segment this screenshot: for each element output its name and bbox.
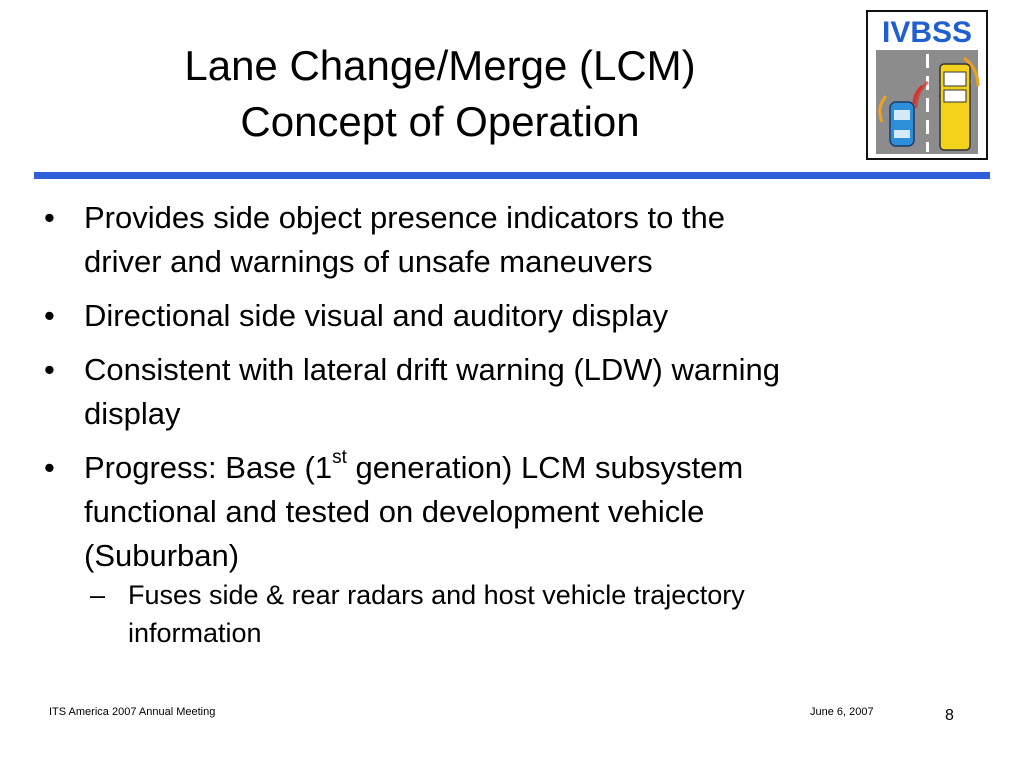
bullet-marker: • bbox=[44, 200, 55, 235]
bullet-marker: • bbox=[44, 450, 55, 485]
bullet-text-line: functional and tested on development vehicle bbox=[84, 494, 705, 529]
bullet-text-line bbox=[84, 446, 1000, 490]
bullet-text-segment: generation) LCM subsystem bbox=[346, 450, 744, 485]
page-number: 8 bbox=[945, 707, 954, 724]
bullet-text-line: driver and warnings of unsafe maneuvers bbox=[84, 244, 653, 279]
ivbss-logo bbox=[866, 10, 988, 160]
footer-date: June 6, 2007 bbox=[810, 706, 874, 718]
sub-bullet-marker: – bbox=[90, 580, 106, 610]
bullet-text-line: Provides side object presence indicators to the bbox=[84, 200, 726, 235]
bullet-list bbox=[40, 196, 1000, 652]
bullet-item bbox=[40, 348, 1000, 436]
car-window bbox=[894, 130, 910, 138]
title-line-2: Concept of Operation bbox=[240, 98, 640, 145]
logo-text: IVBSS bbox=[881, 16, 973, 49]
lane-mark bbox=[926, 98, 929, 112]
bullet-text-line: Consistent with lateral drift warning (LDW) warning bbox=[84, 352, 781, 387]
superscript: st bbox=[332, 446, 347, 468]
bullet-item bbox=[40, 294, 1000, 338]
bullet-text-line: display bbox=[84, 396, 181, 431]
truck-cab bbox=[944, 90, 966, 102]
sub-bullet-text-line: information bbox=[128, 618, 262, 648]
bullet-marker: • bbox=[44, 352, 55, 387]
lane-mark bbox=[926, 142, 929, 152]
truck-window bbox=[944, 72, 966, 86]
host-car bbox=[890, 102, 914, 146]
sub-bullet-item bbox=[40, 576, 1000, 652]
bullet-item bbox=[40, 196, 1000, 284]
slide-title bbox=[40, 38, 840, 150]
footer-event: ITS America 2007 Annual Meeting bbox=[49, 706, 216, 718]
title-line-1: Lane Change/Merge (LCM) bbox=[184, 42, 696, 89]
lane-mark bbox=[926, 54, 929, 68]
sub-bullet-text-line: Fuses side & rear radars and host vehicle trajectory bbox=[128, 580, 745, 610]
bullet-marker: • bbox=[44, 298, 55, 333]
ivbss-logo-icon bbox=[868, 12, 986, 158]
bullet-text-segment: Progress: Base (1 bbox=[84, 450, 333, 485]
car-window bbox=[894, 110, 910, 120]
bullet-item bbox=[40, 446, 1000, 578]
title-divider bbox=[34, 172, 990, 179]
bullet-text-line: (Suburban) bbox=[84, 538, 240, 573]
bullet-text-line: Directional side visual and auditory display bbox=[84, 298, 669, 333]
lane-mark bbox=[926, 120, 929, 134]
